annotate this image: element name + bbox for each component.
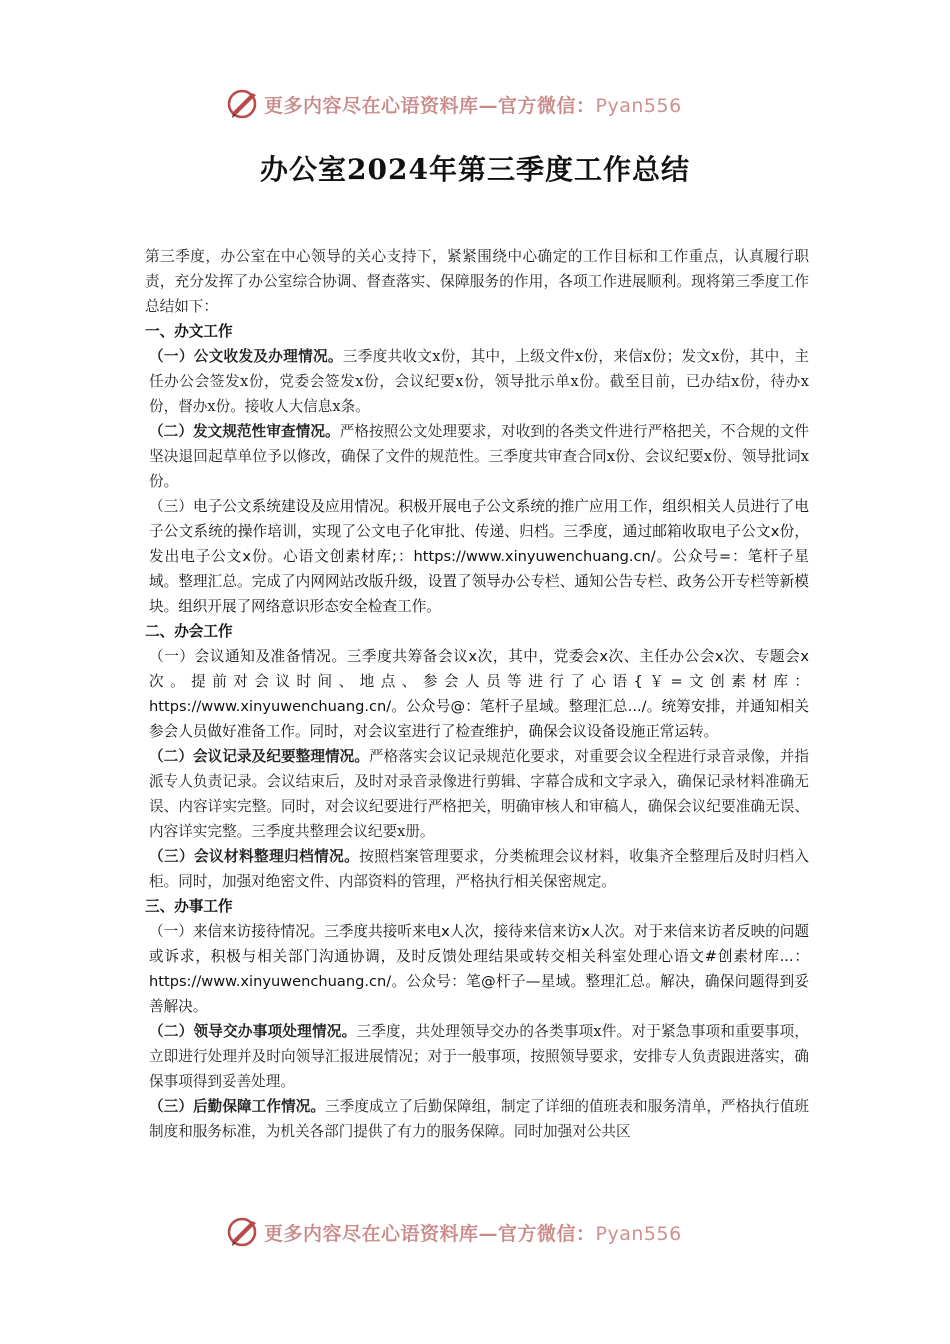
pen-logo-icon: [226, 1215, 260, 1249]
watermark-text: 更多内容尽在心语资料库—官方微信：Pyan556: [264, 1222, 682, 1245]
section-heading: 二、办会工作: [145, 623, 233, 640]
section-heading: 一、办文工作: [145, 323, 233, 340]
paragraph: （三）电子公文系统建设及应用情况。积极开展电子公文系统的推广应用工作，组织相关人员进行了电子公文系统的操作培训，实现了公文电子化审批、传递、归档。三季度，通过邮箱收取电子公文x份，发出电子公文x份。心语文创素材库;：https://www.xinyuwenchuang.cn/。公众号=：笔杆子星域。整理汇总。完成了内网网站改版升级，设置了领导办公专栏、通知公告专栏、政务公开专栏等新模块。组织开展了网络意识形态安全检查工作。: [149, 498, 809, 615]
document-body: [145, 244, 809, 1144]
paragraph: （三）后勤保障工作情况。三季度成立了后勤保障组，制定了详细的值班表和服务清单，严格执行值班制度和服务标准，为机关各部门提供了有力的服务保障。同时加强对公共区: [149, 1098, 809, 1140]
document-title: 办公室2024年第三季度工作总结: [260, 153, 690, 186]
pen-logo-icon: [226, 87, 260, 121]
paragraph: （二）领导交办事项处理情况。三季度，共处理领导交办的各类事项x件。对于紧急事项和重要事项，立即进行处理并及时向领导汇报进展情况；对于一般事项，按照领导要求，安排专人负责跟进落实，确保事项得到妥善处理。: [149, 1023, 809, 1090]
paragraph: （一）来信来访接待情况。三季度共接听来电x人次，接待来信来访x人次。对于来信来访者反映的问题或诉求，积极与相关部门沟通协调，及时反馈处理结果或转交相关科室处理心语文#创素材库...：https://www.xinyuwenchuang.cn/。公众号：笔@杆子—星域。整理汇总。解决，确保问题得到妥善解决。: [149, 923, 809, 1015]
paragraph: （三）会议材料整理归档情况。按照档案管理要求，分类梳理会议材料，收集齐全整理后及时归档入柜。同时，加强对绝密文件、内部资料的管理，严格执行相关保密规定。: [149, 848, 809, 890]
paragraph: （二）会议记录及纪要整理情况。严格落实会议记录规范化要求，对重要会议全程进行录音录像，并指派专人负责记录。会议结束后，及时对录音录像进行剪辑、字幕合成和文字录入，确保记录材料准确无误、内容详实完整。同时，对会议纪要进行严格把关，明确审核人和审稿人，确保会议纪要准确无误、内容详实完整。三季度共整理会议纪要x册。: [149, 748, 809, 840]
section-heading: 三、办事工作: [145, 898, 233, 915]
watermark-banner-bottom: [0, 1212, 950, 1252]
watermark-text: 更多内容尽在心语资料库—官方微信：Pyan556: [264, 94, 682, 117]
watermark-banner-top: [0, 84, 950, 124]
intro-paragraph: 第三季度，办公室在中心领导的关心支持下，紧紧围绕中心确定的工作目标和工作重点，认真履行职责，充分发挥了办公室综合协调、督查落实、保障服务的作用，各项工作进展顺利。现将第三季度工作总结如下：: [145, 248, 809, 315]
paragraph: （一）会议通知及准备情况。三季度共筹备会议x次，其中，党委会x次、主任办公会x次、专题会x次。提前对会议时间、地点、参会人员等进行了心语{￥=文创素材库：https://www.xinyuwenchuang.cn/。公众号@：笔杆子星域。整理汇总.../。统筹安排，并通知相关参会人员做好准备工作。同时，对会议室进行了检查维护，确保会议设备设施正常运转。: [149, 648, 809, 740]
paragraph: （二）发文规范性审查情况。严格按照公文处理要求，对收到的各类文件进行严格把关，不合规的文件坚决退回起草单位予以修改，确保了文件的规范性。三季度共审查合同x份、会议纪要x份、领导批词x份。: [149, 423, 809, 490]
paragraph: （一）公文收发及办理情况。三季度共收文x份，其中，上级文件x份，来信x份；发文x份，其中，主任办公会签发x份，党委会签发x份，会议纪要x份，领导批示单x份。截至目前，已办结x份，待办x份，督办x份。接收人大信息x条。: [149, 348, 809, 415]
